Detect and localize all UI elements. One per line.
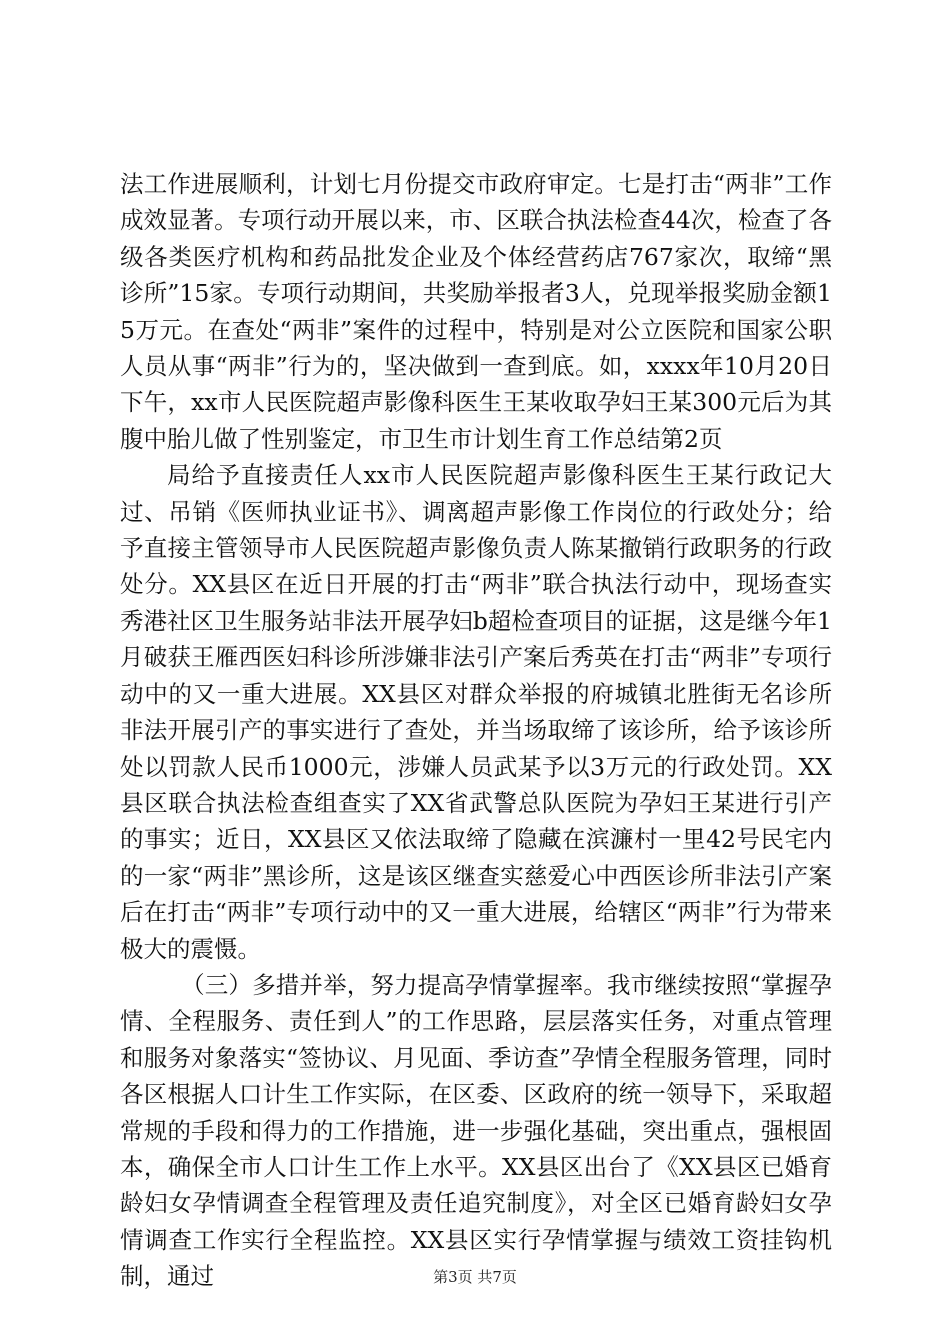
page-number-footer: 第3页 共7页 — [433, 1268, 517, 1286]
paragraph-penalty-details: 局给予直接责任人xx市人民医院超声影像科医生王某行政记大过、吊销《医师执业证书》、调离超声影像工作岗位的行政处分；给予直接主管领导市人民医院超声影像负责人陈某撤销行政职务的行政处分。XX县区在近日开展的打击“两非”联合执法行动中，现场查实秀港社区卫生服务站非法开展孕妇b超检查项目的证据，这是继今年1月破获王雁西医妇科诊所涉嫌非法引产案后秀英在打击“两非”专项行动中的又一重大进展。XX县区对群众举报的府城镇北胜街无名诊所非法开展引产的事实进行了查处，并当场取缔了该诊所，给予该诊所处以罚款人民币1000元，涉嫌人员武某予以3万元的行政处罚。XX县区联合执法检查组查实了XX省武警总队医院为孕妇王某进行引产的事实；近日，XX县区又依法取缔了隐藏在滨濂村一里42号民宅内的一家“两非”黑诊所，这是该区继查实慈爱心中西医诊所非法引产案后在打击“两非”专项行动中的又一重大进展，给辖区“两非”行为带来极大的震慑。 — [120, 461, 832, 963]
document-body — [120, 166, 832, 1295]
paragraph-continuation: 法工作进展顺利，计划七月份提交市政府审定。七是打击“两非”工作成效显著。专项行动开展以来，市、区联合执法检查44次，检查了各级各类医疗机构和药品批发企业及个体经营药店767家次，取缔“黑诊所”15家。专项行动期间，共奖励举报者3人，兑现举报奖励金额15万元。在查处“两非”案件的过程中，特别是对公立医院和国家公职人员从事“两非”行为的，坚决做到一查到底。如，xxxx年10月20日下午，xx市人民医院超声影像科医生王某收取孕妇王某300元后为其腹中胎儿做了性别鉴定，市卫生市计划生育工作总结第2页 — [120, 170, 832, 453]
paragraph-section-three: （三）多措并举，努力提高孕情掌握率。我市继续按照“掌握孕情、全程服务、责任到人”的工作思路，层层落实任务，对重点管理和服务对象落实“签协议、月见面、季访查”孕情全程服务管理，同时各区根据人口计生工作实际，在区委、区政府的统一领导下，采取超常规的手段和得力的工作措施，进一步强化基础，突出重点，强根固本，确保全市人口计生工作上水平。XX县区出台了《XX县区已婚育龄妇女孕情调查全程管理及责任追究制度》，对全区已婚育龄妇女孕情调查工作实行全程监控。XX县区实行孕情掌握与绩效工资挂钩机制，通过 — [120, 970, 832, 1291]
